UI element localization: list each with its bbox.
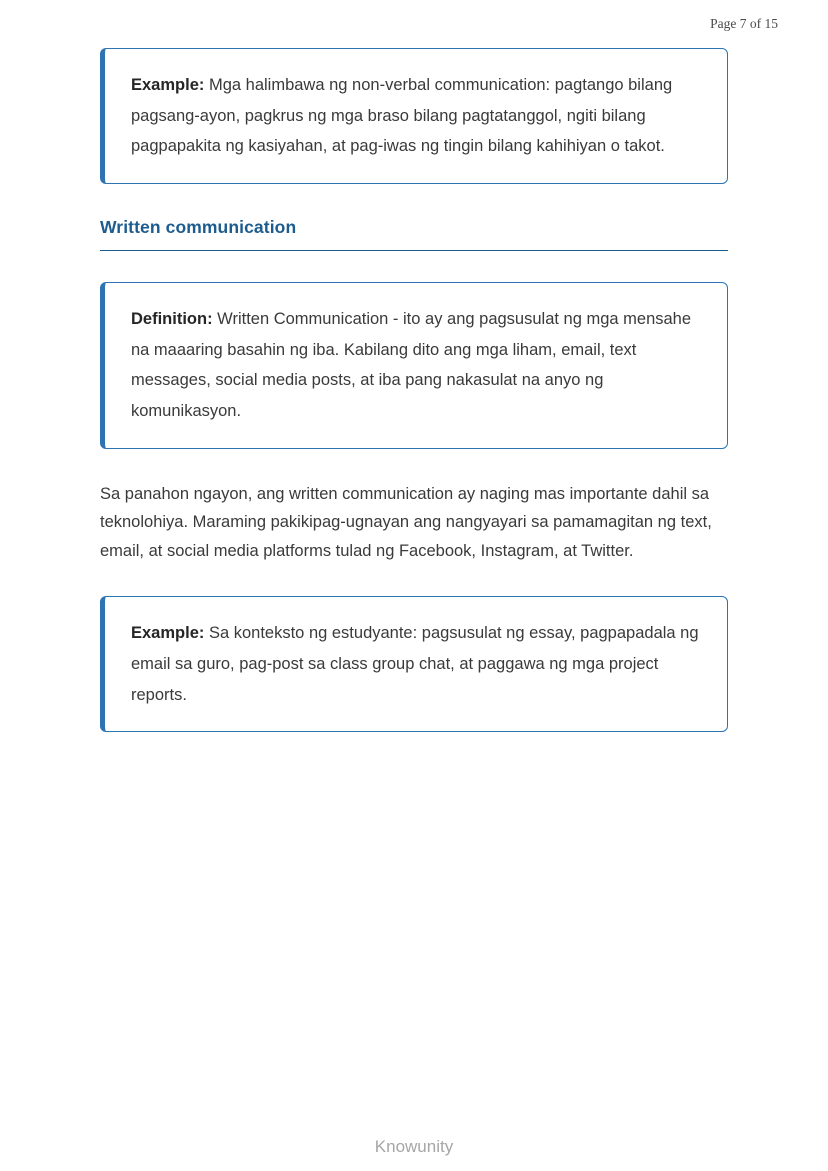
example-label: Example:	[131, 624, 205, 643]
footer-brand: Knowunity	[374, 1137, 454, 1156]
example-callout-nonverbal	[100, 48, 728, 184]
section-heading-written-communication: Written communication	[100, 217, 297, 238]
body-paragraph: Sa panahon ngayon, ang written communication ay naging mas importante dahil sa teknolohiya. Maraming pakikipag-ugnayan ang nangyayari sa pamamagitan ng text, email, at social media platforms tulad ng Facebook, Instagram, at Twitter.	[100, 484, 712, 560]
example-callout-text-block	[131, 70, 701, 162]
example-body-text: Mga halimbawa ng non-verbal communication: pagtango bilang pagsang-ayon, pagkrus ng mga braso bilang pagtatanggol, ngiti bilang pagpapakita ng kasiyahan, at pag-iwas ng tingin bilang kahihiyan o takot.	[131, 76, 673, 156]
example-label: Example:	[131, 76, 205, 94]
spacer	[100, 565, 728, 596]
example-callout-student	[100, 596, 728, 732]
definition-callout-text-block	[131, 304, 701, 427]
definition-callout	[100, 282, 728, 449]
definition-label: Definition:	[131, 310, 213, 329]
spacer	[100, 449, 728, 480]
page-indicator: Page 7 of 15	[710, 16, 778, 31]
example-body-text: Sa konteksto ng estudyante: pagsusulat ng essay, pagpapadala ng email sa guro, pag-post sa class group chat, at paggawa ng mga project reports.	[131, 624, 699, 704]
definition-body-text: Written Communication - ito ay ang pagsusulat ng mga mensahe na maaaring basahin ng iba. Kabilang dito ang mga liham, email, text messages, social media posts, at iba pang nakasulat na anyo ng komunikasyon.	[131, 310, 692, 421]
spacer	[100, 251, 728, 282]
example-callout-text-block	[131, 618, 701, 710]
